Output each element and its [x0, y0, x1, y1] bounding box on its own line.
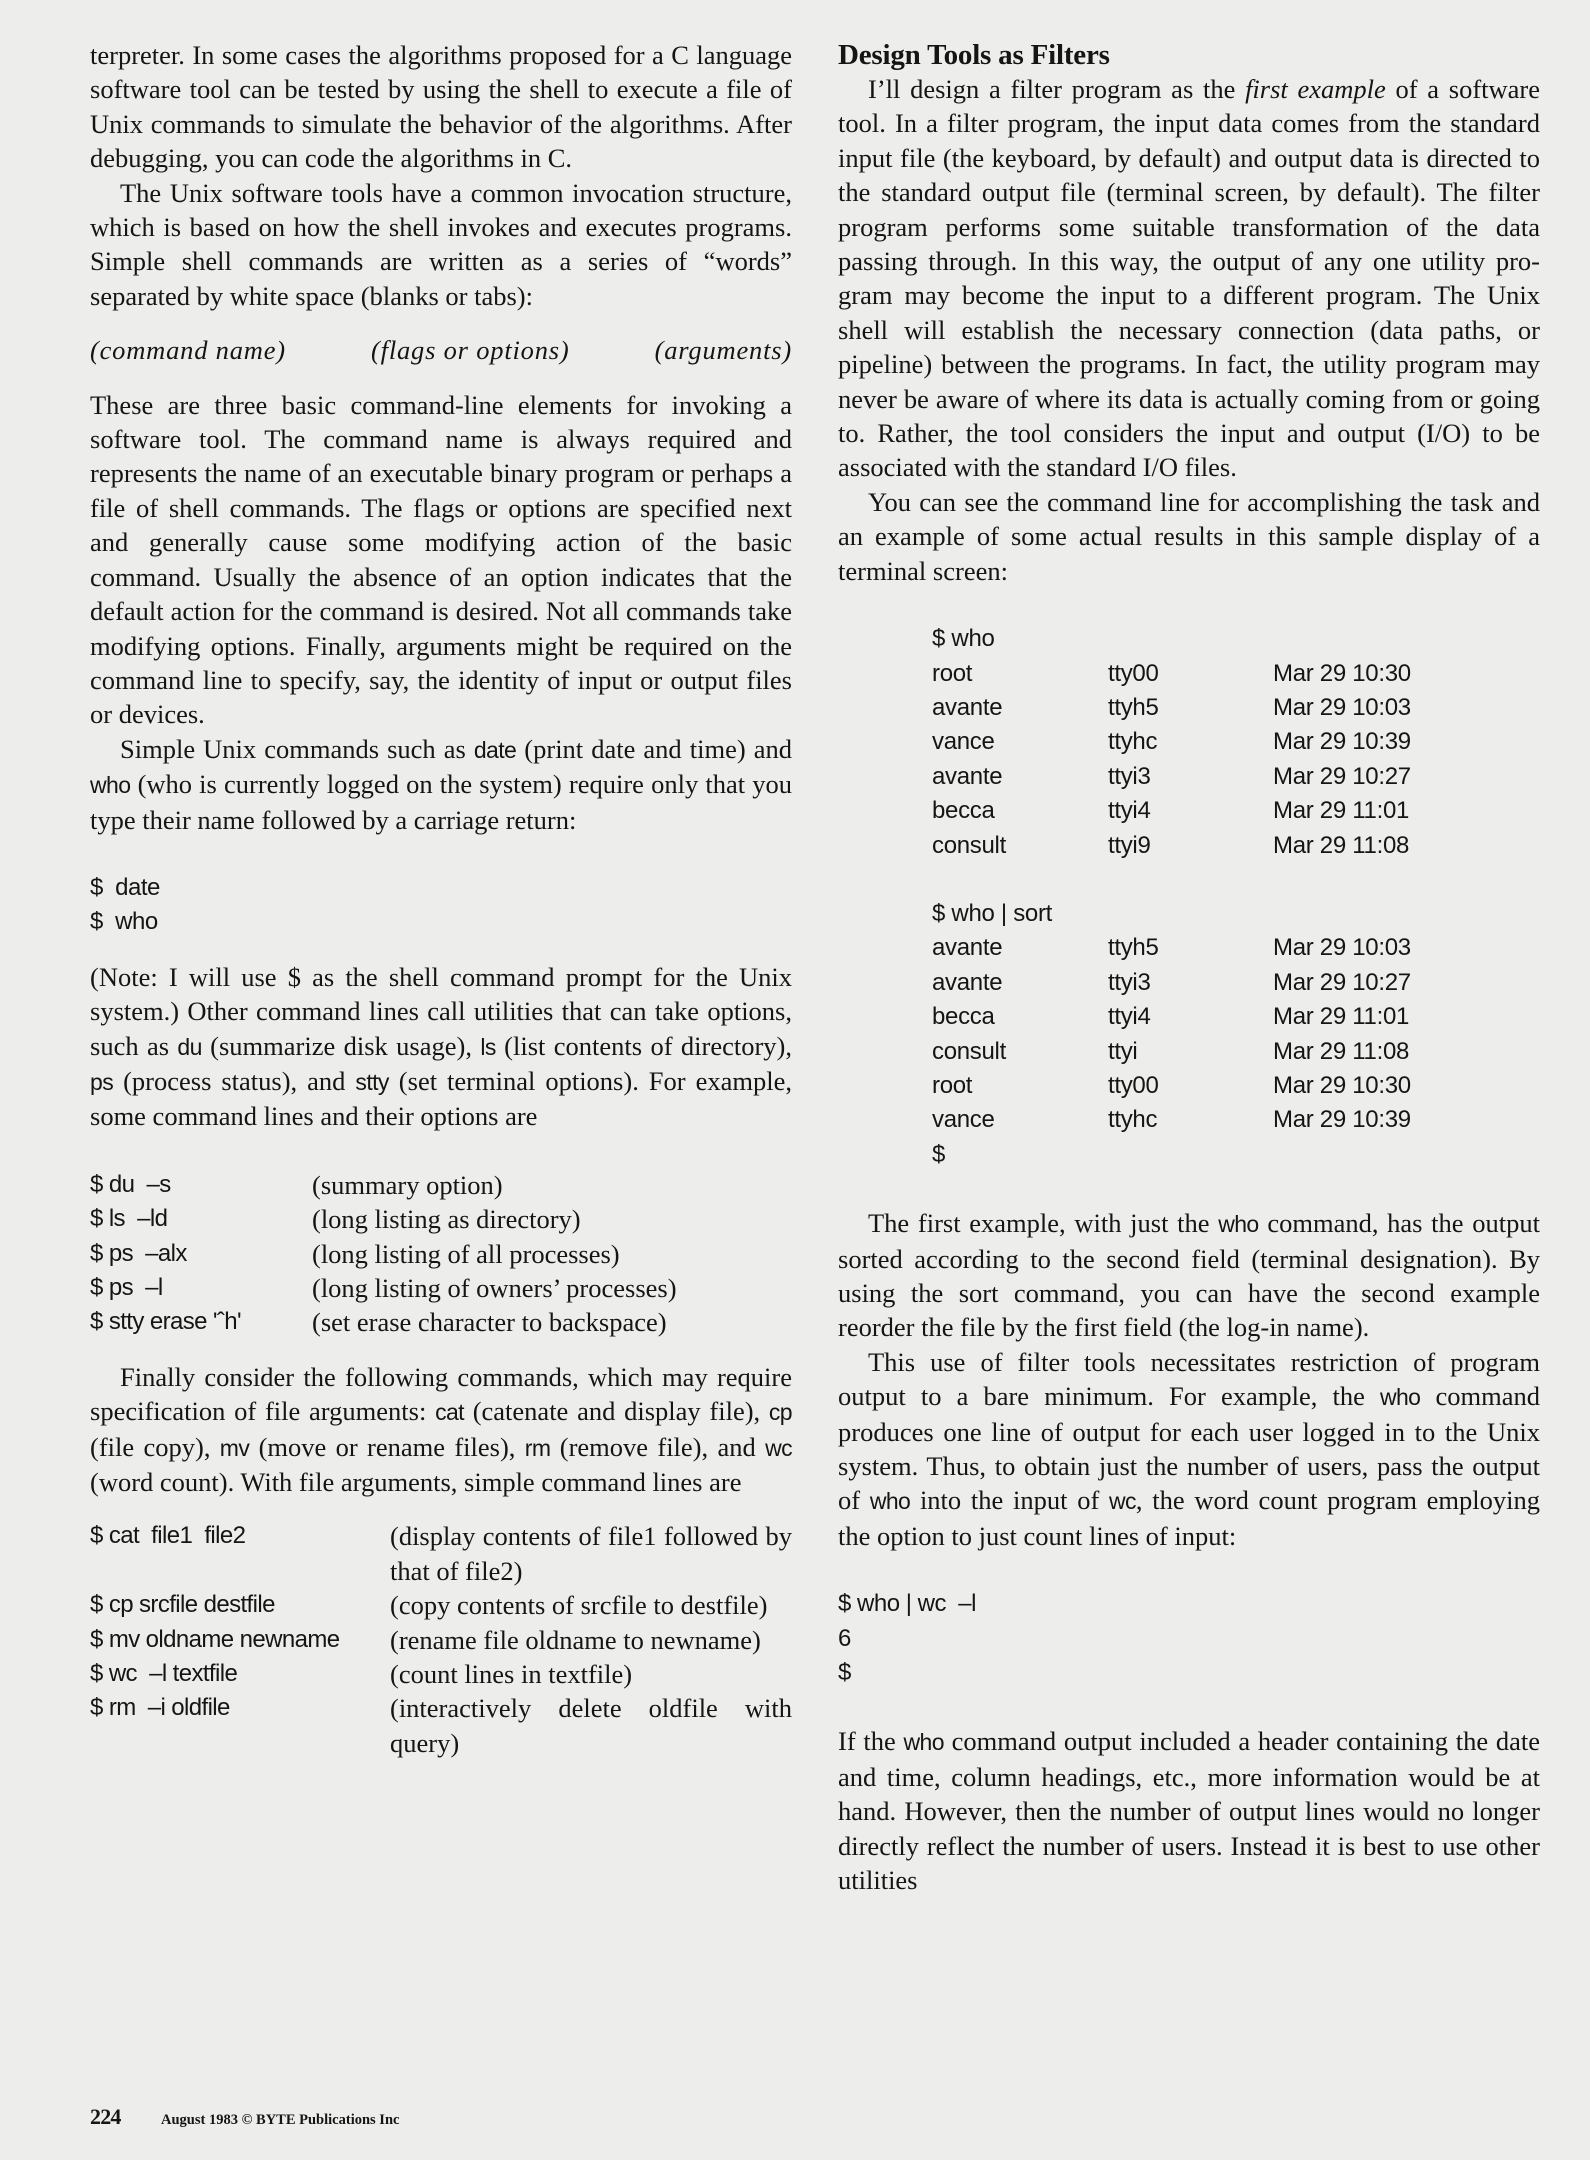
syntax-arguments: (arguments)	[654, 335, 792, 366]
terminal-row: becca ttyi4 Mar 29 11:01	[932, 1003, 1410, 1031]
command-syntax	[90, 333, 792, 367]
table-row: $ cp srcfile destfile (copy contents of srcfile to destfile)	[90, 1590, 768, 1621]
code-block-wc-example	[838, 1587, 1540, 1690]
page-footer	[90, 2104, 399, 2130]
page-number: 224	[90, 2104, 121, 2129]
table-row: $ ps –alx (long listing of all processes)	[90, 1238, 620, 1269]
terminal-display	[932, 622, 1540, 1172]
paragraph: You can see the command line for accomplishing the task and an example of some actual results in this sample display of a terminal screen:	[838, 486, 1540, 586]
code-line: $	[838, 1659, 851, 1687]
paragraph: terpreter. In some cases the algorithms proposed for a C language software tool can be tested by using the shell to execute a file of Unix commands to simulate the behavior of the algorithms. After debugging, you can code the algorithms in C.	[90, 40, 792, 174]
code-block-simple-commands	[90, 871, 792, 940]
table-row: $ cat file1 file2 (display contents of file1 followed by that of file2)	[90, 1521, 792, 1586]
paragraph: If the who command output included a header containing the date and time, column headings, etc., more information would be at hand. However, then the number of output lines would no longer directly reflect the number of users. Instead it is best to use other utilities	[838, 1726, 1540, 1896]
terminal-row: vance ttyhc Mar 29 10:39	[932, 728, 1411, 756]
paragraph: This use of filter tools necessitates restriction of program output to a bare minimum. For example, the who command produces one line of output for each user logged in to the Unix system. Thus, to obtain just the number of users, pass the output of who into the input of wc, the word count program employing the option to just count lines of input:	[838, 1346, 1541, 1551]
table-row: $ stty erase 'ˆh' (set erase character to backspace)	[90, 1307, 667, 1338]
terminal-row: becca ttyi4 Mar 29 11:01	[932, 797, 1410, 825]
terminal-prompt: $	[932, 1140, 946, 1168]
paragraph: The Unix software tools have a common invocation structure, which is based on how the shell invokes and executes programs. Simple shell commands are written as a series of “words” separated by white space (blanks or tabs):	[90, 177, 792, 311]
option-examples-table	[90, 1168, 792, 1340]
inline-command: date	[473, 736, 517, 763]
table-row: $ du –s (summary option)	[90, 1169, 503, 1200]
paragraph: These are three basic command-line elements for invoking a software tool. The command name is always required and represents the name of an executable binary program or perhaps a file of shell commands. The flags or options are specified next and generally cause some modifying action of the basic command. Usually the absence of an option indicates that the default action for the command is desired. Not all commands take modifying options. Finally, arguments might be required on the command line to specify, say, the identity of input or output files or devices.	[90, 389, 792, 730]
syntax-command-name: (command name)	[90, 335, 286, 366]
paragraph: I’ll design a filter program as the first example of a software tool. In a filter program, the input data comes from the standard input file (the keyboard, by default) and output data is directed to the standard output file (terminal screen, by default). The filter program performs some suitable transformation of the data passing through. In this way, the output of any one utility program may become the input to a different program. The Unix shell will establish the necessary connection (data paths, or pipeline) between the programs. In fact, the utility program may never be aware of where its data is actually coming from or going to. Rather, the tool considers the input and output (I/O) to be associated with the standard I/O files.	[838, 74, 1541, 483]
paragraph: Simple Unix commands such as date (print date and time) and who (who is currently logged on the system) require only that you type their name followed by a carriage return:	[90, 733, 792, 835]
paragraph: (Note: I will use $ as the shell command prompt for the Unix system.) Other command lines call utilities that can take options, such as du (summarize disk usage), ls (list contents of directory), ps (process status), and stty (set terminal options). For example, some command lines and their options are	[90, 961, 792, 1132]
section-heading: Design Tools as Filters	[838, 39, 1110, 71]
file-examples-table	[90, 1519, 792, 1760]
inline-command: who	[90, 772, 131, 799]
terminal-row: avante ttyi3 Mar 29 10:27	[932, 762, 1411, 790]
code-line: $ date	[90, 873, 160, 901]
terminal-command: $ who | sort	[932, 899, 1053, 927]
terminal-row: vance ttyhc Mar 29 10:39	[932, 1106, 1411, 1134]
code-line: 6	[838, 1624, 851, 1652]
code-line: $ who | wc –l	[838, 1590, 976, 1618]
terminal-row: avante ttyh5 Mar 29 10:03	[932, 693, 1411, 721]
code-line: $ who	[90, 908, 158, 936]
table-row: $ ps –l (long listing of owners’ processes)	[90, 1273, 677, 1303]
terminal-row: root tty00 Mar 29 10:30	[932, 1071, 1411, 1099]
left-column	[90, 38, 792, 1760]
terminal-row: root tty00 Mar 29 10:30	[932, 659, 1411, 687]
terminal-row: consult ttyi Mar 29 11:08	[932, 1037, 1410, 1065]
paragraph: The first example, with just the who command, has the output sorted according to the second field (terminal designation). By using the sort command, you can have the second example reorder the file by the first field (the log-in name).	[838, 1208, 1540, 1343]
table-row: $ rm –i oldfile (interactively delete oldfile with query)	[90, 1693, 792, 1758]
table-row: $ wc –l textfile (count lines in textfile)	[90, 1659, 633, 1690]
terminal-row: consult ttyi9 Mar 29 11:08	[932, 831, 1410, 859]
syntax-flags: (flags or options)	[371, 335, 570, 366]
right-column	[838, 38, 1540, 1898]
paragraph: Finally consider the following commands, which may require specification of file arguments: cat (catenate and display file), cp (file copy), mv (move or rename files), rm (remove file), and wc (word count). With file arguments, simple command lines are	[90, 1361, 792, 1498]
terminal-command: $ who	[932, 625, 995, 653]
terminal-row: avante ttyi3 Mar 29 10:27	[932, 968, 1411, 996]
terminal-row: avante ttyh5 Mar 29 10:03	[932, 934, 1411, 962]
table-row: $ mv oldname newname (rename file oldname to newname)	[90, 1624, 761, 1655]
publication-credit: August 1983 © BYTE Publications Inc	[161, 2112, 400, 2128]
table-row: $ ls –ld (long listing as directory)	[90, 1204, 581, 1235]
